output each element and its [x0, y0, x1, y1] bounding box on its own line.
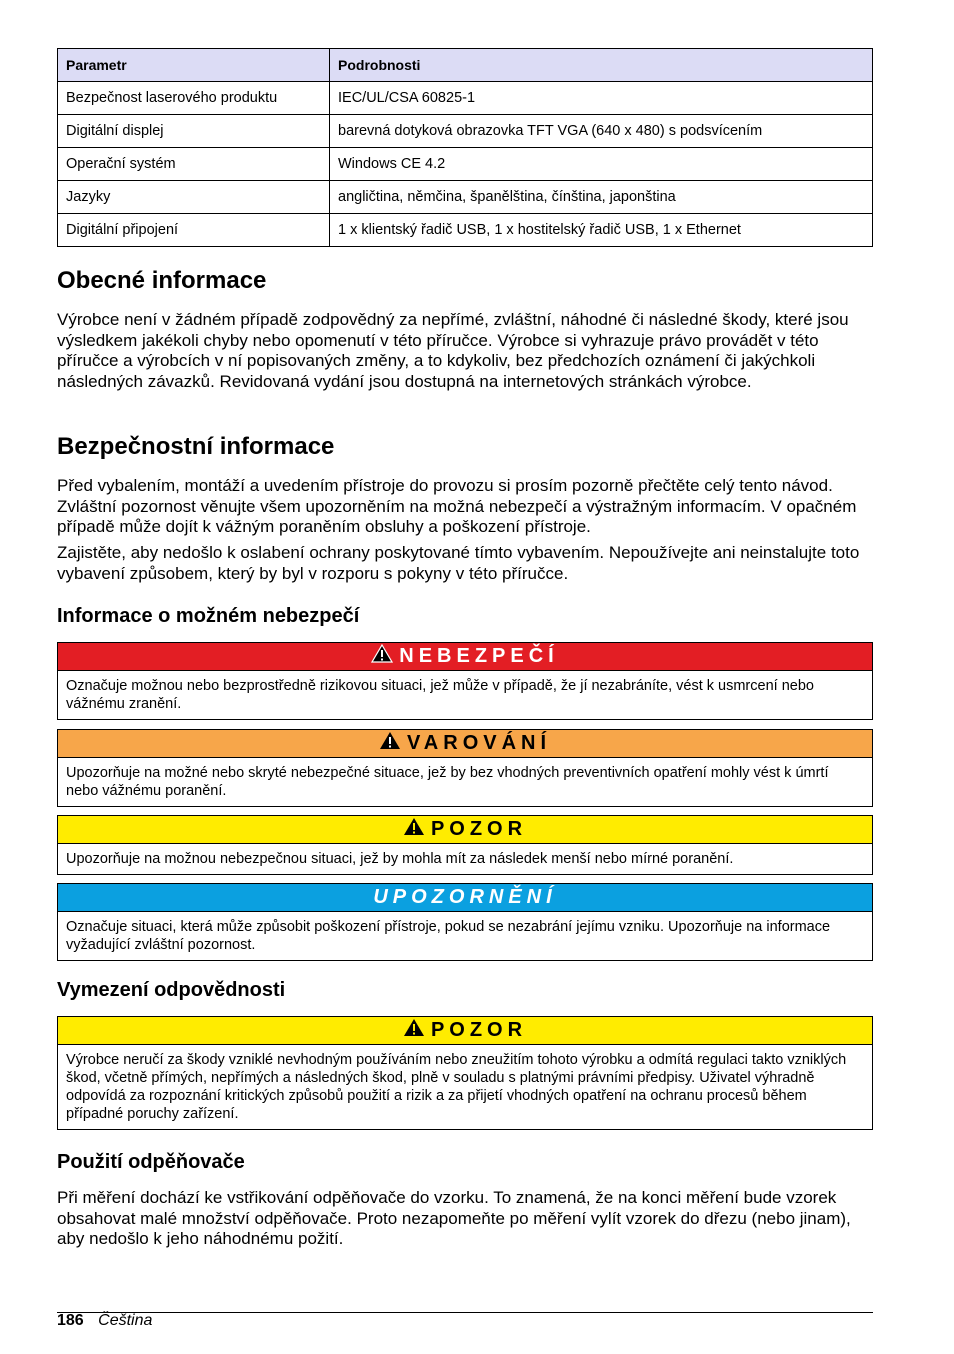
caution-box — [57, 815, 873, 875]
safety-info-heading: Bezpečnostní informace — [57, 433, 335, 460]
table-cell: Digitální připojení — [58, 214, 330, 247]
safety-info-paragraph-1: Před vybalením, montáží a uvedením přístroje do provozu si prosím pozorně přečtěte celý tento návod. Zvláštní pozornost věnujte všem upozorněním na možná nebezpečí a výstražným informacím. V opačném případě může dojít k vážným poraněním obsluhy a poškození přístroje. — [57, 476, 857, 536]
table-cell: IEC/UL/CSA 60825-1 — [330, 82, 873, 115]
table-cell: 1 x klientský řadič USB, 1 x hostitelský řadič USB, 1 x Ethernet — [330, 214, 873, 247]
table-cell: angličtina, němčina, španělština, čínština, japonština — [330, 181, 873, 214]
table-cell: barevná dotyková obrazovka TFT VGA (640 x 480) s podsvícením — [330, 115, 873, 148]
page-number: 186 — [57, 1312, 84, 1329]
liability-heading: Vymezení odpovědnosti — [57, 979, 286, 1001]
warning-label: VAROVÁNÍ — [406, 732, 552, 754]
page-footer — [57, 1312, 152, 1330]
warning-triangle-icon — [403, 817, 425, 842]
safety-info-paragraph-2: Zajistěte, aby nedošlo k oslabení ochrany poskytované tímto vybavením. Nepoužívejte ani neinstalujte toto vybavení způsobem, který by byl v rozporu s pokyny v této příručce. — [57, 543, 860, 583]
table-row — [58, 148, 873, 181]
general-info-text: Výrobce není v žádném případě zodpovědný za nepřímé, zvláštní, náhodné či následné škody, které jsou výsledkem jakékoli chyby nebo opomenutí v této příručce. Výrobce si vyhrazuje právo provádět v této příručce a výrobcích v ní popisovaných změny, a to kdykoliv, bez předchozích oznámení či jakýchkoli následných závazků. Revidovaná vydání jsou dostupná na internetových stránkách výrobce. — [57, 310, 849, 391]
warning-triangle-icon — [371, 644, 393, 669]
liability-caution-box — [57, 1016, 873, 1130]
caution-band — [58, 816, 872, 844]
table-cell: Windows CE 4.2 — [330, 148, 873, 181]
liability-text: Výrobce neručí za škody vzniklé nevhodným používáním nebo zneužitím tohoto výrobku a odmítá regulaci takto vzniklých škod, včetně přímých, nepřímých a následných škod, plně v souladu s platnými právními předpisy. Uživatel výhradně odpovídá za rozpoznání kritických způsobů použití a rizik a za přijetí vhodných opatření na ochranu procesů během případné poruchy zařízení. — [66, 1052, 847, 1122]
table-cell: Jazyky — [58, 181, 330, 214]
table-cell: Operační systém — [58, 148, 330, 181]
footer-language: Čeština — [98, 1312, 153, 1329]
specification-table — [57, 48, 873, 247]
table-row — [58, 82, 873, 115]
table-header-row — [58, 49, 873, 82]
warning-triangle-icon — [379, 731, 401, 756]
hazard-info-heading: Informace o možném nebezpečí — [57, 605, 360, 627]
notice-box — [57, 883, 873, 961]
notice-text: Označuje situaci, která může způsobit poškození přístroje, pokud se nezabrání jejímu vzniku. Upozorňuje na informace vyžadující zvláštní pozornost. — [66, 919, 831, 953]
defoamer-heading: Použití odpěňovače — [57, 1151, 245, 1173]
table-header-cell: Podrobnosti — [330, 49, 873, 82]
table-cell: Bezpečnost laserového produktu — [58, 82, 330, 115]
table-header-cell: Parametr — [58, 49, 330, 82]
warning-band — [58, 730, 872, 758]
defoamer-text: Při měření dochází ke vstřikování odpěňovače do vzorku. To znamená, že na konci měření bude vzorek obsahovat malé množství odpěňovače. Proto nezapomeňte po měření vylít vzorek do dřezu (nebo jinam), aby nedošlo k jeho náhodnému požití. — [57, 1188, 851, 1248]
general-info-heading: Obecné informace — [57, 267, 267, 294]
danger-text: Označuje možnou nebo bezprostředně rizikovou situaci, jež může v případě, že jí nezabráníte, vést k usmrcení nebo vážnému zranění. — [66, 678, 814, 712]
danger-label: NEBEZPEČÍ — [399, 645, 559, 667]
warning-box — [57, 729, 873, 807]
table-row — [58, 181, 873, 214]
table-cell: Digitální displej — [58, 115, 330, 148]
danger-box — [57, 642, 873, 720]
warning-text: Upozorňuje na možné nebo skryté nebezpečné situace, jež by bez vhodných preventivních opatření mohly vést k úmrtí nebo vážnému poranění. — [66, 765, 829, 799]
danger-band — [58, 643, 872, 671]
notice-band — [58, 884, 872, 912]
footer-divider — [57, 1312, 873, 1313]
warning-triangle-icon — [403, 1018, 425, 1043]
caution-band — [58, 1017, 872, 1045]
table-row — [58, 214, 873, 247]
caution-text: Upozorňuje na možnou nebezpečnou situaci, jež by mohla mít za následek menší nebo mírné poranění. — [66, 851, 734, 867]
caution-label: POZOR — [430, 818, 528, 840]
table-row — [58, 115, 873, 148]
notice-label: UPOZORNĚNÍ — [373, 886, 557, 908]
caution-label: POZOR — [430, 1019, 528, 1041]
